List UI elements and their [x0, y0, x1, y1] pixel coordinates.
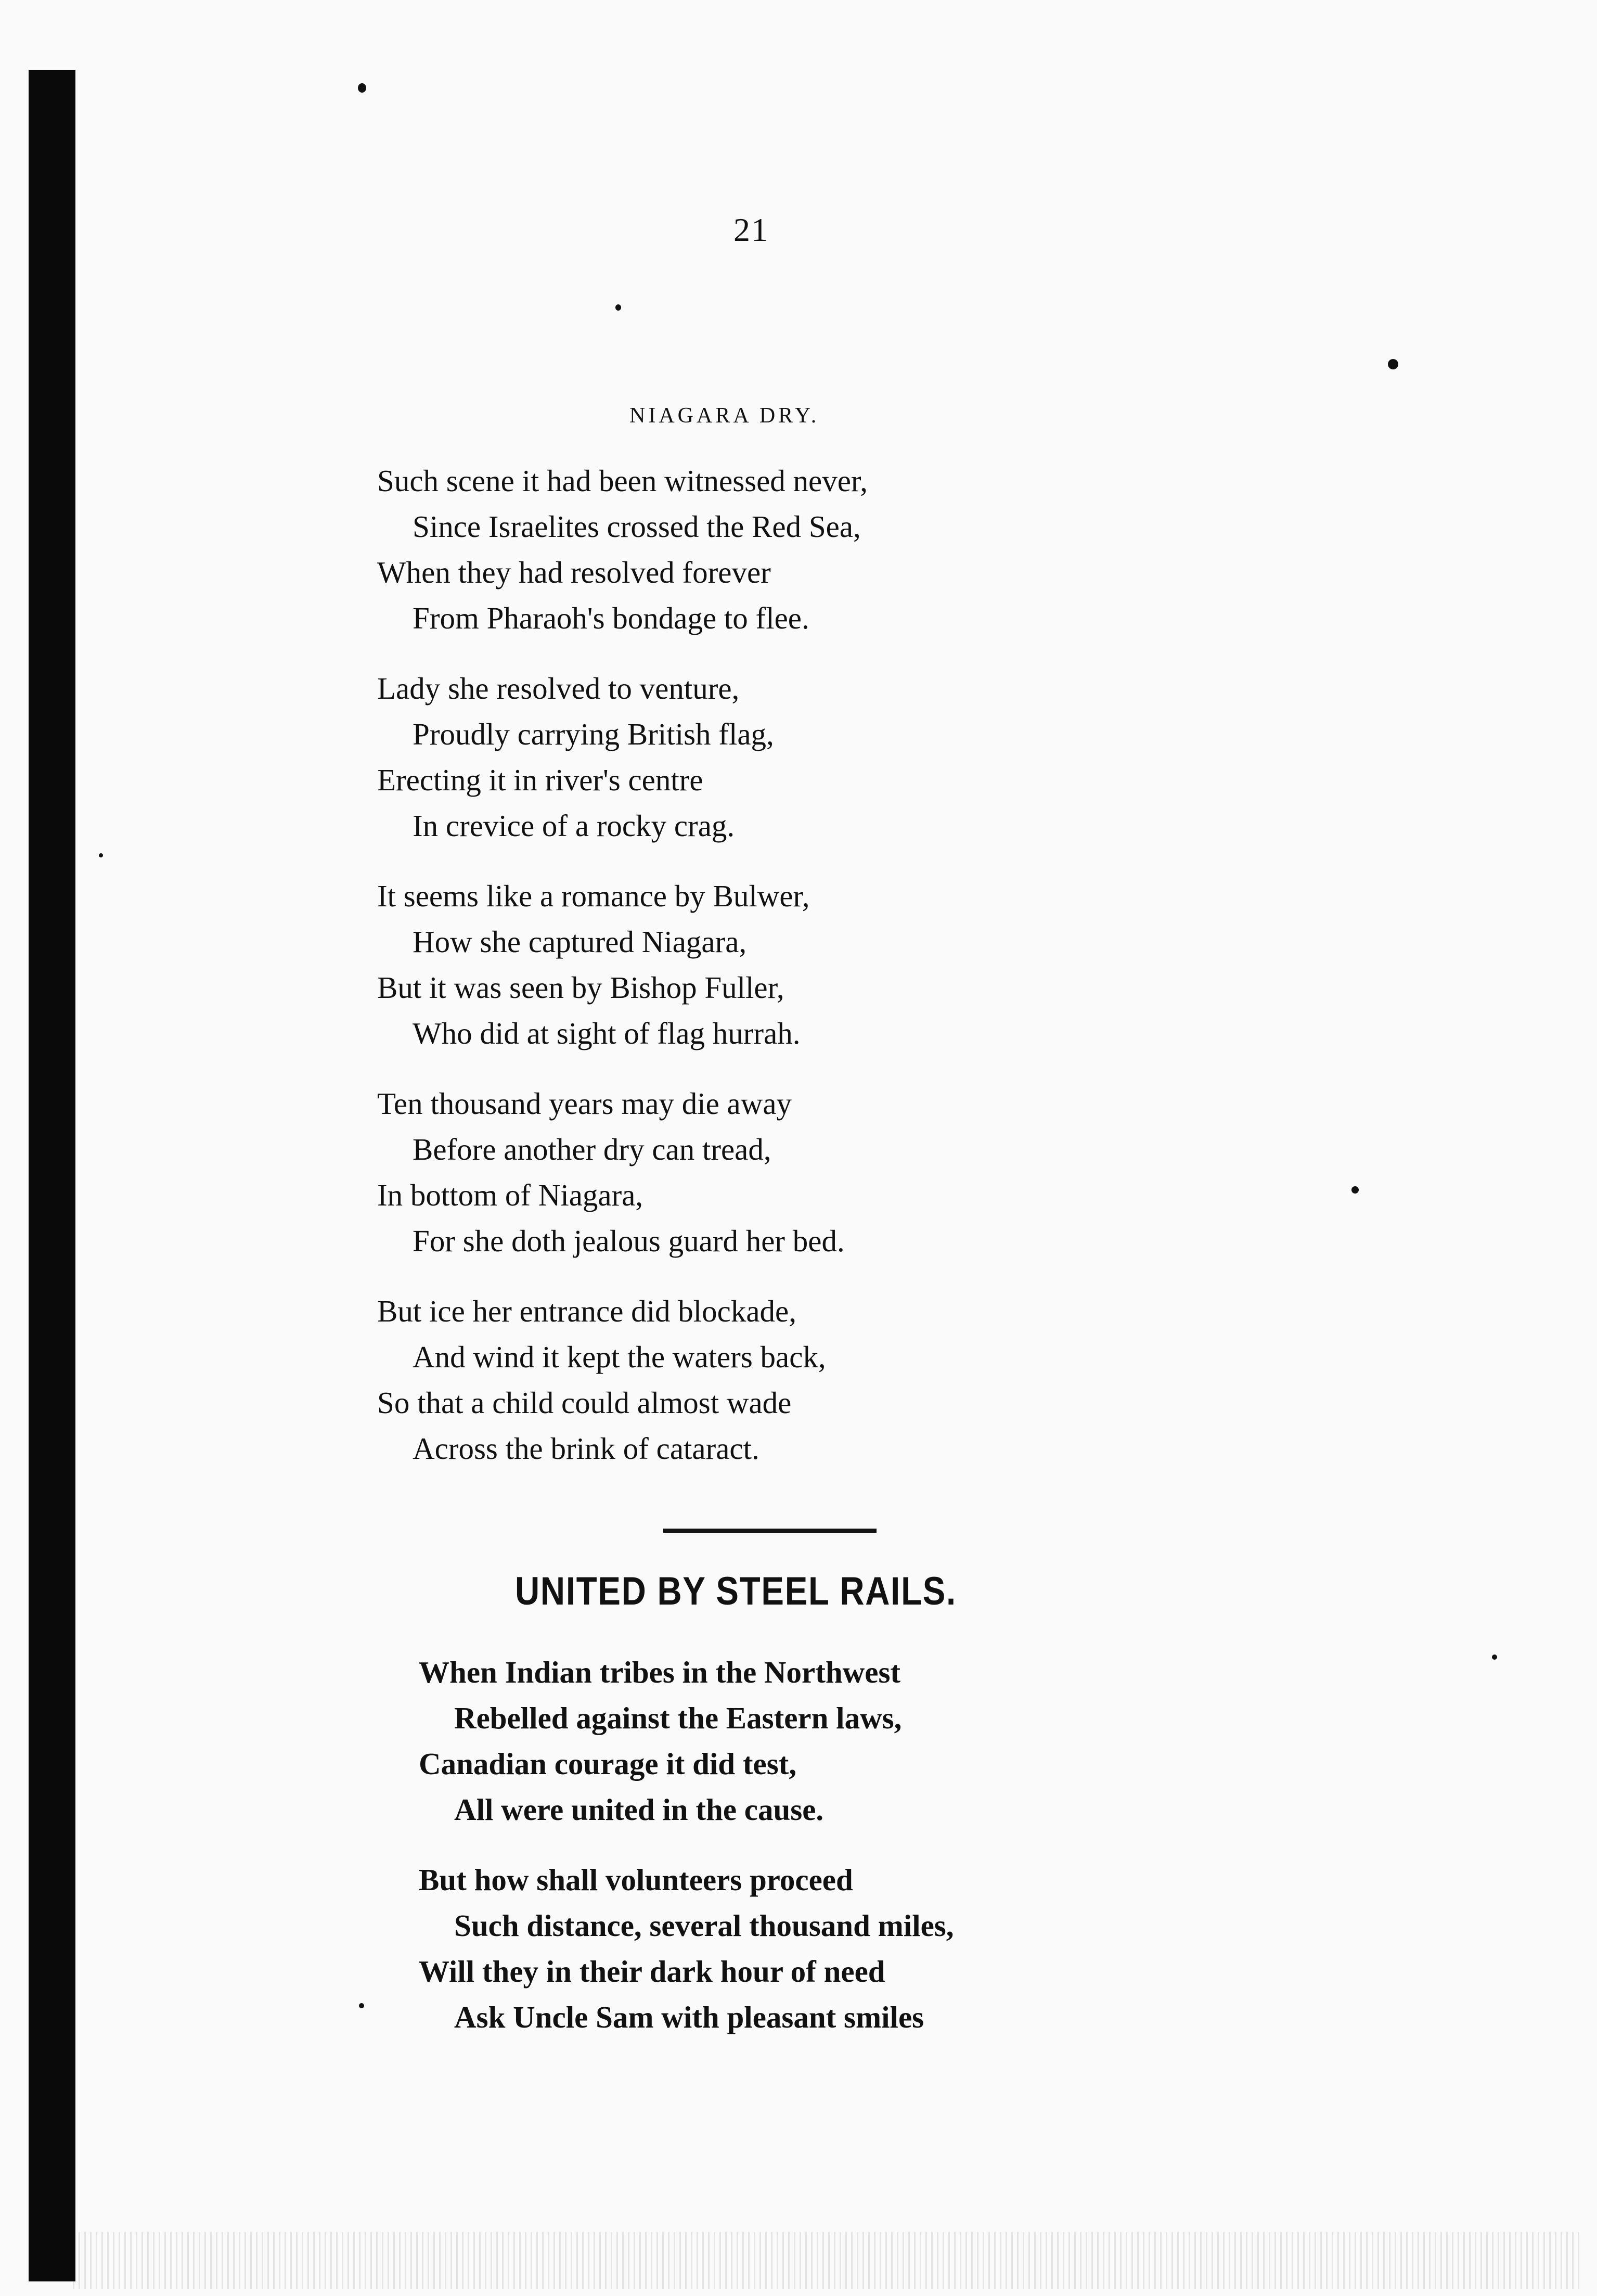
poem-united-by-steel-rails	[419, 1649, 1095, 2064]
poem-line: Ten thousand years may die away	[377, 1086, 792, 1121]
poem-niagara-dry	[377, 458, 1053, 1496]
section-divider	[663, 1529, 877, 1533]
stanza	[377, 873, 1053, 1056]
poem-line: When they had resolved forever	[377, 555, 771, 589]
poem-line: Such distance, several thousand miles,	[454, 1908, 954, 1943]
poem-line: All were united in the cause.	[454, 1792, 824, 1827]
poem-line: So that a child could almost wade	[377, 1386, 792, 1420]
poem-line: And wind it kept the waters back,	[413, 1340, 826, 1374]
speck	[1351, 1186, 1359, 1194]
speck	[1492, 1654, 1497, 1660]
stanza	[377, 1081, 1053, 1264]
poem-line: It seems like a romance by Bulwer,	[377, 879, 810, 913]
poem-line: Canadian courage it did test,	[419, 1747, 797, 1781]
stanza	[419, 1649, 1095, 1832]
poem-line: Such scene it had been witnessed never,	[377, 464, 868, 498]
poem-line: From Pharaoh's bondage to flee.	[413, 601, 809, 635]
poem-line: Since Israelites crossed the Red Sea,	[413, 509, 861, 544]
page-number: 21	[733, 211, 769, 248]
speck	[359, 2003, 364, 2008]
poem-line: Rebelled against the Eastern laws,	[454, 1701, 902, 1735]
poem-line: Before another dry can tread,	[413, 1132, 771, 1166]
poem-line: How she captured Niagara,	[413, 925, 747, 959]
poem-line: When Indian tribes in the Northwest	[419, 1655, 901, 1689]
speck	[99, 853, 103, 857]
stanza	[377, 665, 1053, 849]
poem-line: In bottom of Niagara,	[377, 1178, 643, 1212]
speck	[615, 304, 621, 311]
running-title: NIAGARA DRY.	[629, 404, 820, 428]
speck	[358, 83, 366, 93]
poem-line: Proudly carrying British flag,	[413, 717, 774, 751]
poem-line: In crevice of a rocky crag.	[413, 809, 735, 843]
poem-line: Across the brink of cataract.	[413, 1431, 759, 1466]
poem-line: But how shall volunteers proceed	[419, 1863, 853, 1897]
poem-title: UNITED BY STEEL RAILS.	[515, 1569, 957, 1613]
binding-shadow	[29, 70, 75, 2281]
poem-line: But it was seen by Bishop Fuller,	[377, 970, 784, 1005]
poem-line: Ask Uncle Sam with pleasant smiles	[454, 2000, 924, 2034]
speck	[1388, 359, 1398, 369]
poem-line: Lady she resolved to venture,	[377, 671, 740, 706]
stanza	[419, 1857, 1095, 2040]
stanza	[377, 458, 1053, 641]
scan-noise	[73, 2232, 1581, 2289]
poem-line: Will they in their dark hour of need	[419, 1954, 885, 1989]
poem-line: Who did at sight of flag hurrah.	[413, 1016, 801, 1050]
poem-line: For she doth jealous guard her bed.	[413, 1224, 845, 1258]
stanza	[377, 1288, 1053, 1471]
poem-line: Erecting it in river's centre	[377, 763, 703, 797]
poem-line: But ice her entrance did blockade,	[377, 1294, 796, 1328]
